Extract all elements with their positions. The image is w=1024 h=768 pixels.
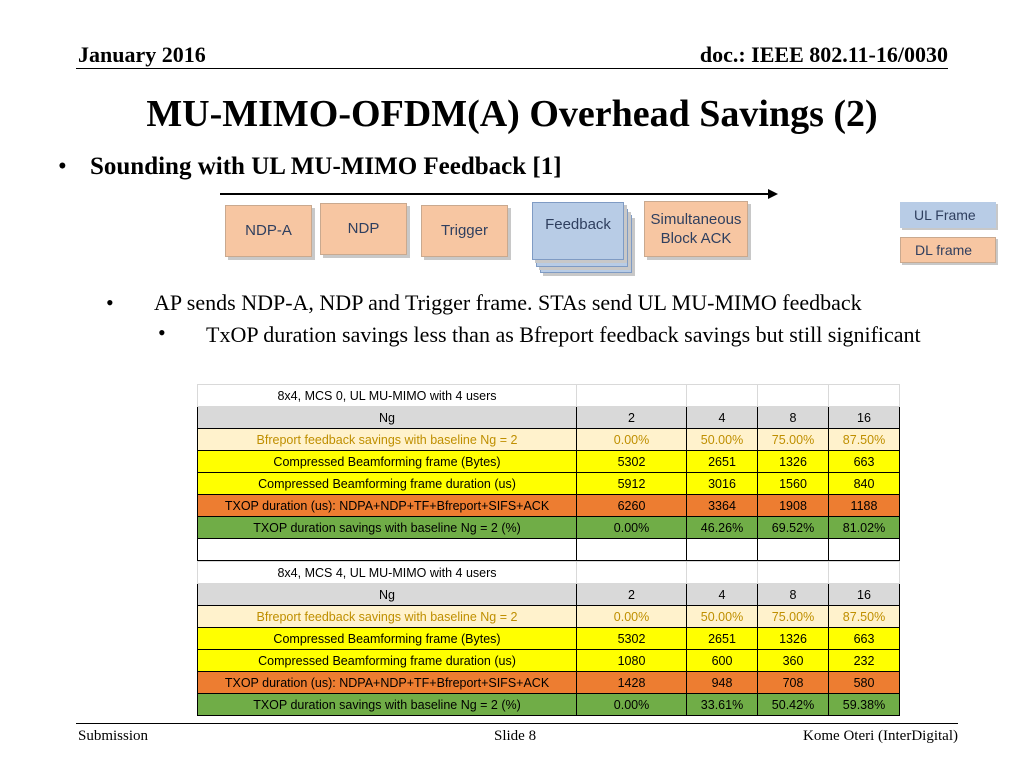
trigger-box: Trigger [421,205,508,257]
row-label: Ng [198,407,577,429]
cell: 59.38% [829,694,900,716]
bullet-level2 [106,290,862,316]
cell: 5912 [577,473,687,495]
footer-slide-number: Slide 8 [494,728,537,744]
table-caption: 8x4, MCS 4, UL MU-MIMO with 4 users [198,562,577,584]
cell: 50.42% [758,694,829,716]
cell: 50.00% [687,606,758,628]
cell: 2651 [687,451,758,473]
cell: 16 [829,407,900,429]
cell: 0.00% [577,517,687,539]
cell: 5302 [577,451,687,473]
cell: 600 [687,650,758,672]
cell: 1560 [758,473,829,495]
bullet-dot: • [158,320,166,345]
table-row [198,495,900,517]
cell: 50.00% [687,429,758,451]
table-row [198,473,900,495]
bullet-text: TxOP duration savings less than as Bfreport feedback savings but still significant [206,322,921,347]
bullet-level3 [158,320,946,350]
cell: 948 [687,672,758,694]
cell: 708 [758,672,829,694]
cell: 1326 [758,628,829,650]
table-spacer-row [198,539,900,561]
row-label: TXOP duration (us): NDPA+NDP+TF+Bfreport+SIFS+ACK [198,672,577,694]
cell: 2 [577,407,687,429]
row-label: Bfreport feedback savings with baseline Ng = 2 [198,429,577,451]
table-row [198,429,900,451]
footer-divider [76,723,958,724]
footer-submission: Submission [78,728,149,744]
slide-title: MU-MIMO-OFDM(A) Overhead Savings (2) [146,93,878,135]
cell: 4 [687,407,758,429]
legend-ul-frame: UL Frame [900,202,996,228]
ndp-a-box: NDP-A [225,205,312,257]
table-row [198,517,900,539]
table-row [198,650,900,672]
bullet-text: Sounding with UL MU-MIMO Feedback [1] [90,153,562,180]
table-row [198,584,900,606]
table-caption-row [198,385,900,407]
cell: 75.00% [758,606,829,628]
cell: 46.26% [687,517,758,539]
feedback-box: Feedback [532,202,624,260]
cell: 87.50% [829,606,900,628]
bullet-dot: • [106,290,114,315]
footer-author: Kome Oteri (InterDigital) [803,728,958,744]
cell: 232 [829,650,900,672]
row-label: Compressed Beamforming frame (Bytes) [198,628,577,650]
row-label: Compressed Beamforming frame (Bytes) [198,451,577,473]
cell: 663 [829,451,900,473]
table-row [198,606,900,628]
row-label: TXOP duration savings with baseline Ng = 2 (%) [198,517,577,539]
table-caption-row [198,562,900,584]
cell: 1908 [758,495,829,517]
cell: 0.00% [577,606,687,628]
bullet-text: AP sends NDP-A, NDP and Trigger frame. STAs send UL MU-MIMO feedback [154,290,862,315]
row-label: Compressed Beamforming frame duration (us) [198,650,577,672]
cell: 5302 [577,628,687,650]
row-label: TXOP duration (us): NDPA+NDP+TF+Bfreport+SIFS+ACK [198,495,577,517]
cell: 8 [758,584,829,606]
table-row [198,694,900,716]
ndp-box: NDP [320,203,407,255]
table-row [198,407,900,429]
cell: 6260 [577,495,687,517]
cell: 2 [577,584,687,606]
cell: 1428 [577,672,687,694]
cell: 75.00% [758,429,829,451]
header-doc-id: doc.: IEEE 802.11-16/0030 [699,42,948,67]
row-label: TXOP duration savings with baseline Ng = 2 (%) [198,694,577,716]
bullet-level1 [58,153,562,181]
cell: 580 [829,672,900,694]
cell: 69.52% [758,517,829,539]
cell: 8 [758,407,829,429]
legend-dl-frame: DL frame [900,237,996,263]
cell: 87.50% [829,429,900,451]
bullet-dot: • [58,153,67,180]
row-label: Bfreport feedback savings with baseline Ng = 2 [198,606,577,628]
cell: 2651 [687,628,758,650]
cell: 81.02% [829,517,900,539]
overhead-table-mcs4 [197,561,900,716]
table-row [198,451,900,473]
cell: 1080 [577,650,687,672]
cell: 1326 [758,451,829,473]
header-divider [76,68,948,69]
cell: 840 [829,473,900,495]
table-row [198,672,900,694]
table-row [198,628,900,650]
overhead-table-mcs0 [197,384,900,561]
cell: 16 [829,584,900,606]
header-date: January 2016 [78,42,206,67]
cell: 3364 [687,495,758,517]
cell: 3016 [687,473,758,495]
sounding-diagram [220,185,1010,280]
row-label: Ng [198,584,577,606]
cell: 4 [687,584,758,606]
cell: 0.00% [577,694,687,716]
cell: 360 [758,650,829,672]
table-caption: 8x4, MCS 0, UL MU-MIMO with 4 users [198,385,577,407]
cell: 1188 [829,495,900,517]
cell: 663 [829,628,900,650]
row-label: Compressed Beamforming frame duration (us) [198,473,577,495]
cell: 0.00% [577,429,687,451]
simultaneous-block-ack-box: Simultaneous Block ACK [644,201,748,257]
cell: 33.61% [687,694,758,716]
